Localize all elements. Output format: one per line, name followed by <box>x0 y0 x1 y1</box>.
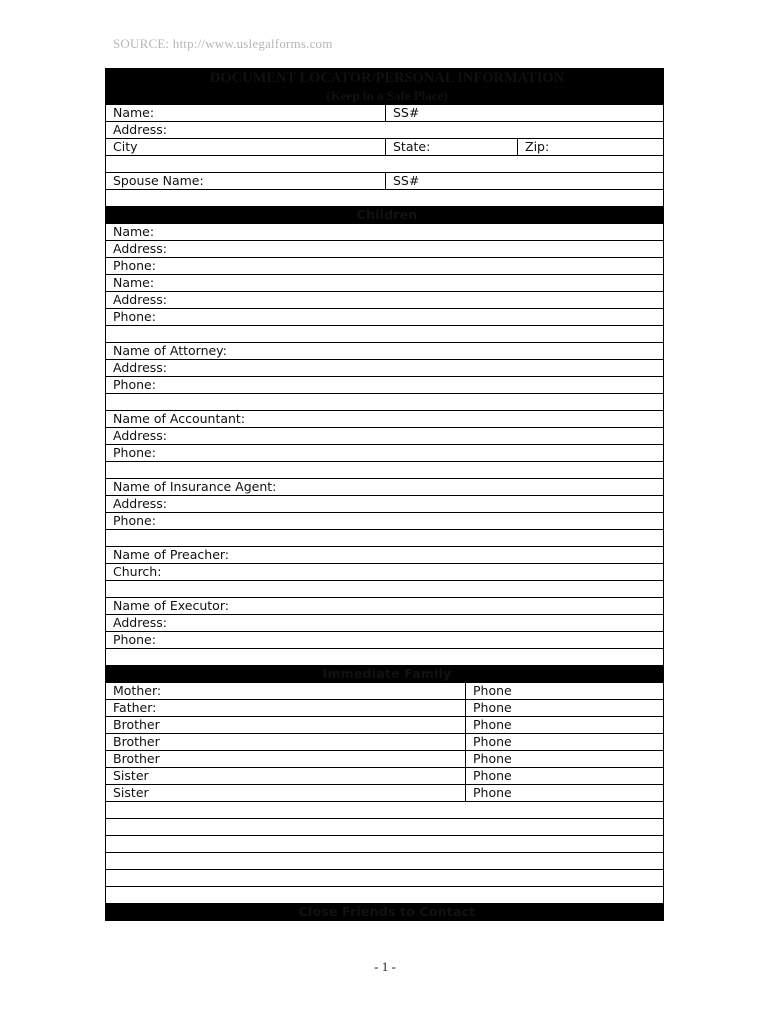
field-row <box>106 428 664 445</box>
blank-cell <box>106 530 664 547</box>
section-header: Immediate Family <box>106 666 664 683</box>
form-subtitle: (Keep in a Safe Place) <box>326 88 448 103</box>
empty-row <box>106 836 664 853</box>
field-row <box>106 700 664 717</box>
field-cell: Name of Accountant: <box>106 411 664 428</box>
field-cell: Address: <box>106 292 664 309</box>
field-row <box>106 258 664 275</box>
blank-cell <box>106 836 664 853</box>
field-row <box>106 768 664 785</box>
field-row <box>106 547 664 564</box>
field-cell: City <box>106 139 386 156</box>
field-cell: Address: <box>106 615 664 632</box>
blank-cell <box>106 649 664 666</box>
section-header-row <box>106 904 664 921</box>
field-cell: Address: <box>106 360 664 377</box>
field-cell: Father: <box>106 700 466 717</box>
field-cell: Name: <box>106 105 386 122</box>
field-cell: Name of Executor: <box>106 598 664 615</box>
field-cell: Phone: <box>106 258 664 275</box>
field-row <box>106 734 664 751</box>
empty-row <box>106 190 664 207</box>
field-row <box>106 785 664 802</box>
blank-cell <box>106 156 664 173</box>
blank-cell <box>106 870 664 887</box>
field-row <box>106 479 664 496</box>
form-title-row <box>106 69 664 105</box>
field-cell: State: <box>386 139 518 156</box>
field-cell: Sister <box>106 785 466 802</box>
field-cell: Phone <box>466 785 664 802</box>
field-cell: Brother <box>106 717 466 734</box>
empty-row <box>106 394 664 411</box>
field-row <box>106 377 664 394</box>
field-row <box>106 292 664 309</box>
blank-cell <box>106 887 664 904</box>
field-cell: Name of Preacher: <box>106 547 664 564</box>
empty-row <box>106 530 664 547</box>
field-row <box>106 139 664 156</box>
field-cell: Sister <box>106 768 466 785</box>
blank-cell <box>106 462 664 479</box>
field-cell: Address: <box>106 428 664 445</box>
field-row <box>106 360 664 377</box>
field-row <box>106 445 664 462</box>
page-number: - 1 - <box>374 959 396 974</box>
field-cell: Address: <box>106 241 664 258</box>
field-cell: Phone <box>466 751 664 768</box>
empty-row <box>106 156 664 173</box>
field-cell: Brother <box>106 734 466 751</box>
field-row <box>106 105 664 122</box>
empty-row <box>106 326 664 343</box>
empty-row <box>106 853 664 870</box>
document-locator-form <box>105 68 664 921</box>
section-header-row <box>106 207 664 224</box>
field-cell: Spouse Name: <box>106 173 386 190</box>
field-cell: Name of Attorney: <box>106 343 664 360</box>
form-title: DOCUMENT LOCATOR/PERSONAL INFORMATION <box>209 70 565 86</box>
field-cell: Name of Insurance Agent: <box>106 479 664 496</box>
field-row <box>106 241 664 258</box>
field-cell: Phone <box>466 734 664 751</box>
blank-cell <box>106 394 664 411</box>
section-header-row <box>106 666 664 683</box>
field-cell: Address: <box>106 496 664 513</box>
field-cell: Phone: <box>106 377 664 394</box>
section-header: Close Friends to Contact <box>106 904 664 921</box>
field-cell: Phone: <box>106 445 664 462</box>
field-row <box>106 615 664 632</box>
field-cell: Zip: <box>518 139 664 156</box>
empty-row <box>106 870 664 887</box>
field-row <box>106 564 664 581</box>
form-table-body <box>106 105 664 921</box>
field-cell: Mother: <box>106 683 466 700</box>
source-watermark: SOURCE: http://www.uslegalforms.com <box>113 36 333 51</box>
field-row <box>106 173 664 190</box>
field-row <box>106 598 664 615</box>
field-cell: Name: <box>106 275 664 292</box>
blank-cell <box>106 853 664 870</box>
empty-row <box>106 581 664 598</box>
field-cell: Phone <box>466 768 664 785</box>
field-cell: SS# <box>386 105 664 122</box>
empty-row <box>106 887 664 904</box>
empty-row <box>106 819 664 836</box>
blank-cell <box>106 581 664 598</box>
field-cell: Phone <box>466 717 664 734</box>
section-header: Children <box>106 207 664 224</box>
field-row <box>106 224 664 241</box>
field-row <box>106 275 664 292</box>
field-row <box>106 513 664 530</box>
field-cell: Phone: <box>106 632 664 649</box>
field-row <box>106 343 664 360</box>
empty-row <box>106 462 664 479</box>
field-cell: Phone <box>466 683 664 700</box>
blank-cell <box>106 326 664 343</box>
field-row <box>106 717 664 734</box>
field-row <box>106 122 664 139</box>
field-cell: Phone: <box>106 309 664 326</box>
field-row <box>106 683 664 700</box>
field-row <box>106 411 664 428</box>
field-cell: Phone: <box>106 513 664 530</box>
field-row <box>106 751 664 768</box>
form-title-block <box>106 69 664 105</box>
field-cell: Brother <box>106 751 466 768</box>
field-cell: SS# <box>386 173 664 190</box>
field-cell: Address: <box>106 122 664 139</box>
empty-row <box>106 649 664 666</box>
field-cell: Phone <box>466 700 664 717</box>
field-cell: Name: <box>106 224 664 241</box>
empty-row <box>106 802 664 819</box>
field-row <box>106 496 664 513</box>
field-row <box>106 632 664 649</box>
blank-cell <box>106 819 664 836</box>
blank-cell <box>106 802 664 819</box>
field-cell: Church: <box>106 564 664 581</box>
blank-cell <box>106 190 664 207</box>
field-row <box>106 309 664 326</box>
